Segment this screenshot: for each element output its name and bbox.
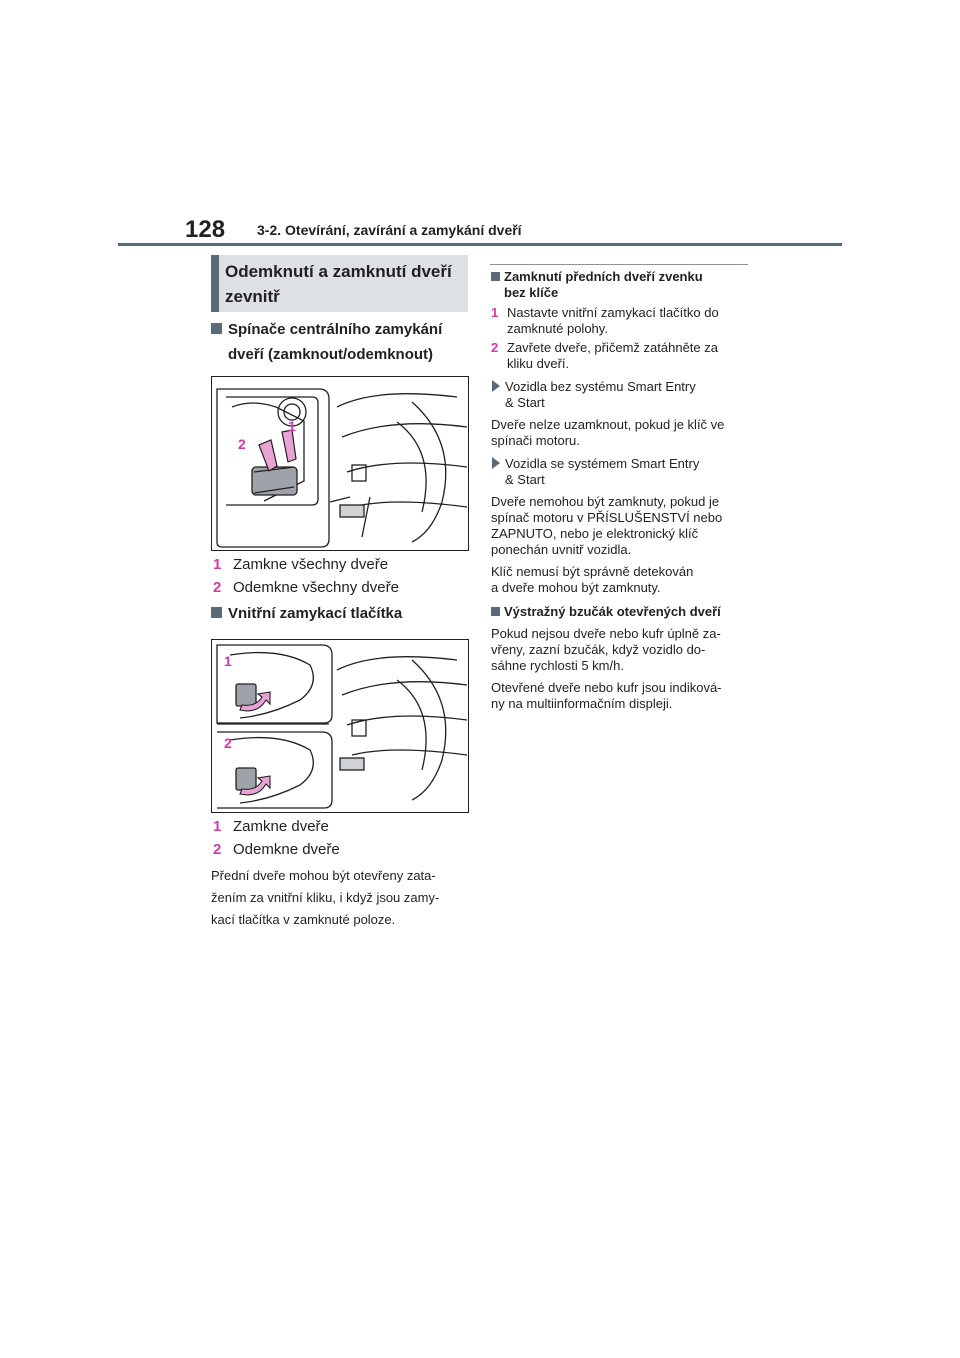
- callout-2: 2: [224, 735, 232, 751]
- section-title: Odemknutí a zamknutí dveří zevnitř: [225, 262, 452, 306]
- subheading-central-lock: Spínače centrálního zamykání dveří (zamknout/odemknout): [211, 317, 442, 367]
- step-item: 2 Zavřete dveře, přičemž zatáhněte za kliku dveří.: [491, 340, 718, 371]
- page-number: 128: [185, 216, 226, 243]
- square-bullet-icon: [491, 272, 500, 281]
- section-heading: [211, 255, 468, 312]
- square-bullet-icon: [491, 607, 500, 616]
- case-with-smart-entry: Vozidla se systémem Smart Entry & Start: [492, 456, 699, 488]
- buzzer-text: Pokud nejsou dveře nebo kufr úplně za- vřeny, zazní bzučák, když vozidlo do- sáhne rychlosti 5 km/h.: [491, 626, 721, 673]
- subheading-lock-without-key: Zamknutí předních dveří zvenku bez klíče: [491, 269, 703, 301]
- step-item: 1 Nastavte vnitřní zamykací tlačítko do zamknuté polohy.: [491, 305, 719, 336]
- square-bullet-icon: [211, 323, 222, 334]
- subheading-inner-lock-buttons: Vnitřní zamykací tlačítka: [211, 601, 402, 626]
- chapter-title: 3-2. Otevírání, zavírání a zamykání dveří: [257, 222, 522, 238]
- case2-note: Klíč nemusí být správně detekován a dveře mohou být zamknuty.: [491, 564, 694, 595]
- note-paragraph: Přední dveře mohou být otevřeny zata- žením za vnitřní kliku, i když jsou zamy- kací tlačítka v zamknuté poloze.: [211, 868, 440, 927]
- subheading-open-door-buzzer: Výstražný bzučák otevřených dveří: [491, 604, 721, 620]
- square-bullet-icon: [211, 607, 222, 618]
- column-rule: [490, 264, 748, 265]
- list-item: 1 Zamkne dveře: [213, 818, 329, 835]
- triangle-bullet-icon: [492, 457, 500, 469]
- header-rule: [118, 243, 842, 246]
- case2-text: Dveře nemohou být zamknuty, pokud je spínač motoru v PŘÍSLUŠENSTVÍ nebo ZAPNUTO, nebo je elektronický klíč ponechán uvnitř vozidla.: [491, 494, 723, 557]
- list-item: 2 Odemkne dveře: [213, 841, 340, 858]
- list-item: 1 Zamkne všechny dveře: [213, 556, 389, 573]
- figure-central-lock-switches: [211, 376, 469, 551]
- case1-text: Dveře nelze uzamknout, pokud je klíč ve spínači motoru.: [491, 417, 725, 448]
- callout-1: 1: [224, 653, 232, 669]
- buzzer-text-2: Otevřené dveře nebo kufr jsou indiková- ny na multiinformačním displeji.: [491, 680, 722, 711]
- triangle-bullet-icon: [492, 380, 500, 392]
- case-without-smart-entry: Vozidla bez systému Smart Entry & Start: [492, 379, 696, 411]
- figure-inner-lock-buttons: [211, 639, 469, 813]
- list-item: 2 Odemkne všechny dveře: [213, 579, 399, 596]
- callout-1: 1: [288, 418, 296, 434]
- callout-2: 2: [238, 436, 246, 452]
- section-accent-bar: [211, 255, 219, 312]
